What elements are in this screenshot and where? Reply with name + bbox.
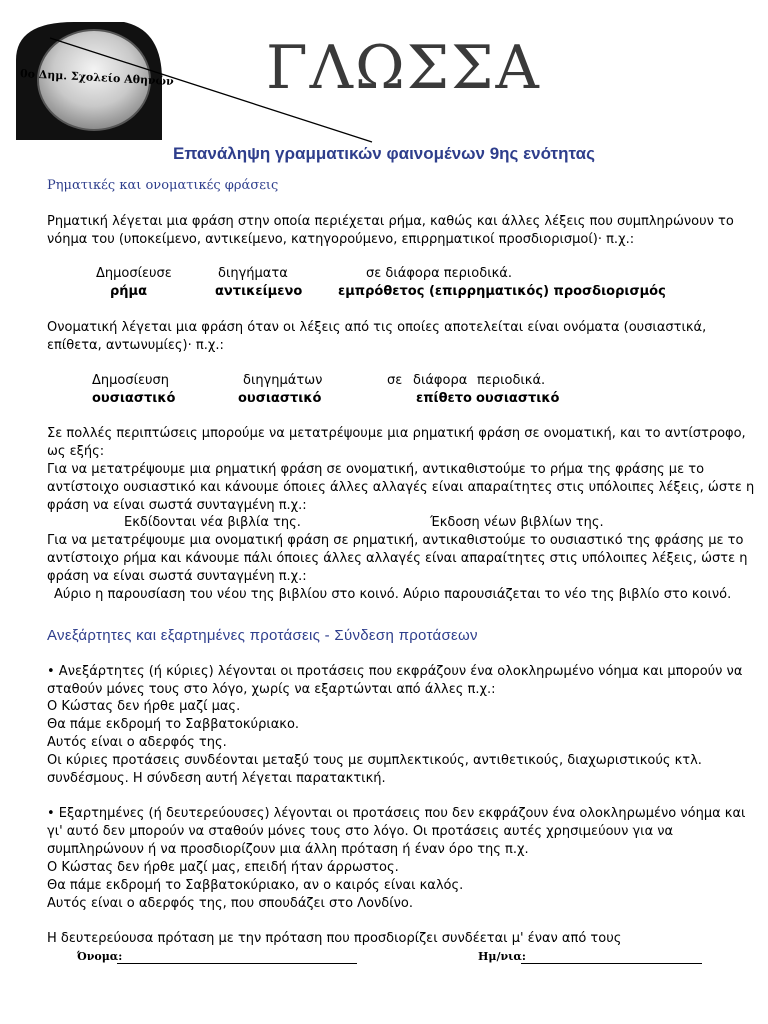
example-sentence: Έκδοση νέων βιβλίων της.: [430, 515, 604, 530]
example-word: διάφορα: [413, 373, 468, 388]
example-word: Δημοσίευση: [92, 373, 170, 388]
example-word: σε: [387, 373, 403, 388]
paragraph-line: Αυτός είναι ο αδερφός της, που σπουδάζει στο Λονδίνο.: [47, 896, 413, 911]
paragraph-line: • Ανεξάρτητες (ή κύριες) λέγονται οι προτάσεις που εκφράζουν ένα ολοκληρωμένο νόημα και μπορούν να: [47, 664, 743, 679]
example-label: ουσιαστικό: [92, 391, 176, 406]
section-heading-clauses: Ανεξάρτητες και εξαρτημένες προτάσεις - Σύνδεση προτάσεων: [47, 627, 478, 644]
example-word: σε διάφορα περιοδικά.: [366, 266, 512, 281]
paragraph-line: φράση να είναι σωστά συνταγμένη π.χ.:: [47, 569, 307, 584]
example-word: διηγήματα: [218, 266, 288, 281]
example-label: επίθετο: [416, 391, 472, 406]
paragraph-line: Ο Κώστας δεν ήρθε μαζί μας.: [47, 699, 241, 714]
date-label: Ημ/νια:: [478, 950, 526, 963]
name-field[interactable]: [117, 963, 357, 964]
logo-school-name: 0ο Δημ. Σχολείο Αθηνών: [19, 67, 175, 89]
paragraph-line: συμπληρώνουν ή να προσδιορίζουν μια άλλη πρόταση ή έναν όρο της π.χ.: [47, 842, 529, 857]
paragraph-line: Αυτός είναι ο αδερφός της.: [47, 735, 227, 750]
paragraph-line: φράση να είναι σωστά συνταγμένη π.χ.:: [47, 498, 307, 513]
paragraph-line: Για να μετατρέψουμε μια ονοματική φράση σε ρηματική, αντικαθιστούμε το ουσιαστικό της φράσης με το: [47, 533, 744, 548]
paragraph-line: Οι κύριες προτάσεις συνδέονται μεταξύ τους με συμπλεκτικούς, αντιθετικούς, διαχωριστικούς κτλ.: [47, 753, 702, 768]
paragraph-line: ως εξής:: [47, 444, 105, 459]
paragraph-line: Θα πάμε εκδρομή το Σαββατοκύριακο, αν ο καιρός είναι καλός.: [47, 878, 464, 893]
paragraph-line: συνδέσμους. Η σύνδεση αυτή λέγεται παρατακτική.: [47, 771, 386, 786]
paragraph-line: γι' αυτό δεν μπορούν να σταθούν μόνες τους στο λόγο. Οι προτάσεις αυτές χρησιμεύουν για να: [47, 824, 674, 839]
example-label: ρήμα: [110, 284, 148, 299]
paragraph-line: σταθούν μόνες τους στο λόγο, χωρίς να εξαρτώνται από άλλες π.χ.:: [47, 682, 496, 697]
paragraph-line: Θα πάμε εκδρομή το Σαββατοκύριακο.: [47, 717, 300, 732]
example-label: αντικείμενο: [215, 284, 303, 299]
paragraph-line: αντίστοιχο ρήμα και κάνουμε πάλι όποιες άλλες αλλαγές είναι απαραίτητες στις υπόλοιπες λέξεις, ώστε η: [47, 551, 748, 566]
page-title: ΓΛΩΣΣΑ: [266, 33, 541, 103]
paragraph-line: • Εξαρτημένες (ή δευτερεύουσες) λέγονται οι προτάσεις που δεν εκφράζουν ένα ολοκληρωμένο νόημα και: [47, 806, 746, 821]
paragraph-line: αντίστοιχο ουσιαστικό και κάνουμε όποιες άλλες αλλαγές είναι απαραίτητες στις υπόλοιπες λέξεις, ώστε η: [47, 480, 755, 495]
date-field[interactable]: [521, 963, 702, 964]
section-heading-phrases: Ρηματικές και ονοματικές φράσεις: [47, 178, 279, 193]
paragraph-line: Ο Κώστας δεν ήρθε μαζί μας, επειδή ήταν άρρωστος.: [47, 860, 399, 875]
example-sentence: Εκδίδονται νέα βιβλία της.: [124, 515, 301, 530]
example-label: ουσιαστικό: [238, 391, 322, 406]
name-label: Όνομα:: [77, 950, 123, 963]
example-word: περιοδικά.: [477, 373, 546, 388]
paragraph-line: Η δευτερεύουσα πρόταση με την πρόταση που προσδιορίζει συνδέεται μ' έναν από τους: [47, 931, 622, 946]
example-word: διηγημάτων: [243, 373, 323, 388]
paragraph-line: Σε πολλές περιπτώσεις μπορούμε να μετατρέψουμε μια ρηματική φράση σε ονοματική, και το αντίστροφο,: [47, 426, 746, 441]
page-subtitle: Επανάληψη γραμματικών φαινομένων 9ης ενότητας: [173, 144, 595, 163]
paragraph-line: επίθετα, αντωνυμίες)· π.χ.:: [47, 338, 224, 353]
example-label: εμπρόθετος (επιρρηματικός) προσδιορισμός: [338, 284, 666, 299]
paragraph-line: Για να μετατρέψουμε μια ρηματική φράση σε ονοματική, αντικαθιστούμε το ρήμα της φράσης με το: [47, 462, 705, 477]
paragraph-line: Ρηματική λέγεται μια φράση στην οποία περιέχεται ρήμα, καθώς και άλλες λέξεις που συμπληρώνουν το: [47, 214, 734, 229]
paragraph-line: νόημα του (υποκείμενο, αντικείμενο, κατηγορούμενο, επιρρηματικοί προσδιορισμοί)· π.χ.:: [47, 232, 635, 247]
example-sentence: Αύριο η παρουσίαση του νέου της βιβλίου στο κοινό. Αύριο παρουσιάζεται το νέο της βιβλίο στο κοινό.: [54, 587, 732, 602]
example-label: ουσιαστικό: [476, 391, 560, 406]
paragraph-line: Ονοματική λέγεται μια φράση όταν οι λέξεις από τις οποίες αποτελείται είναι ονόματα (ουσιαστικά,: [47, 320, 707, 335]
example-word: Δημοσίευσε: [96, 266, 172, 281]
